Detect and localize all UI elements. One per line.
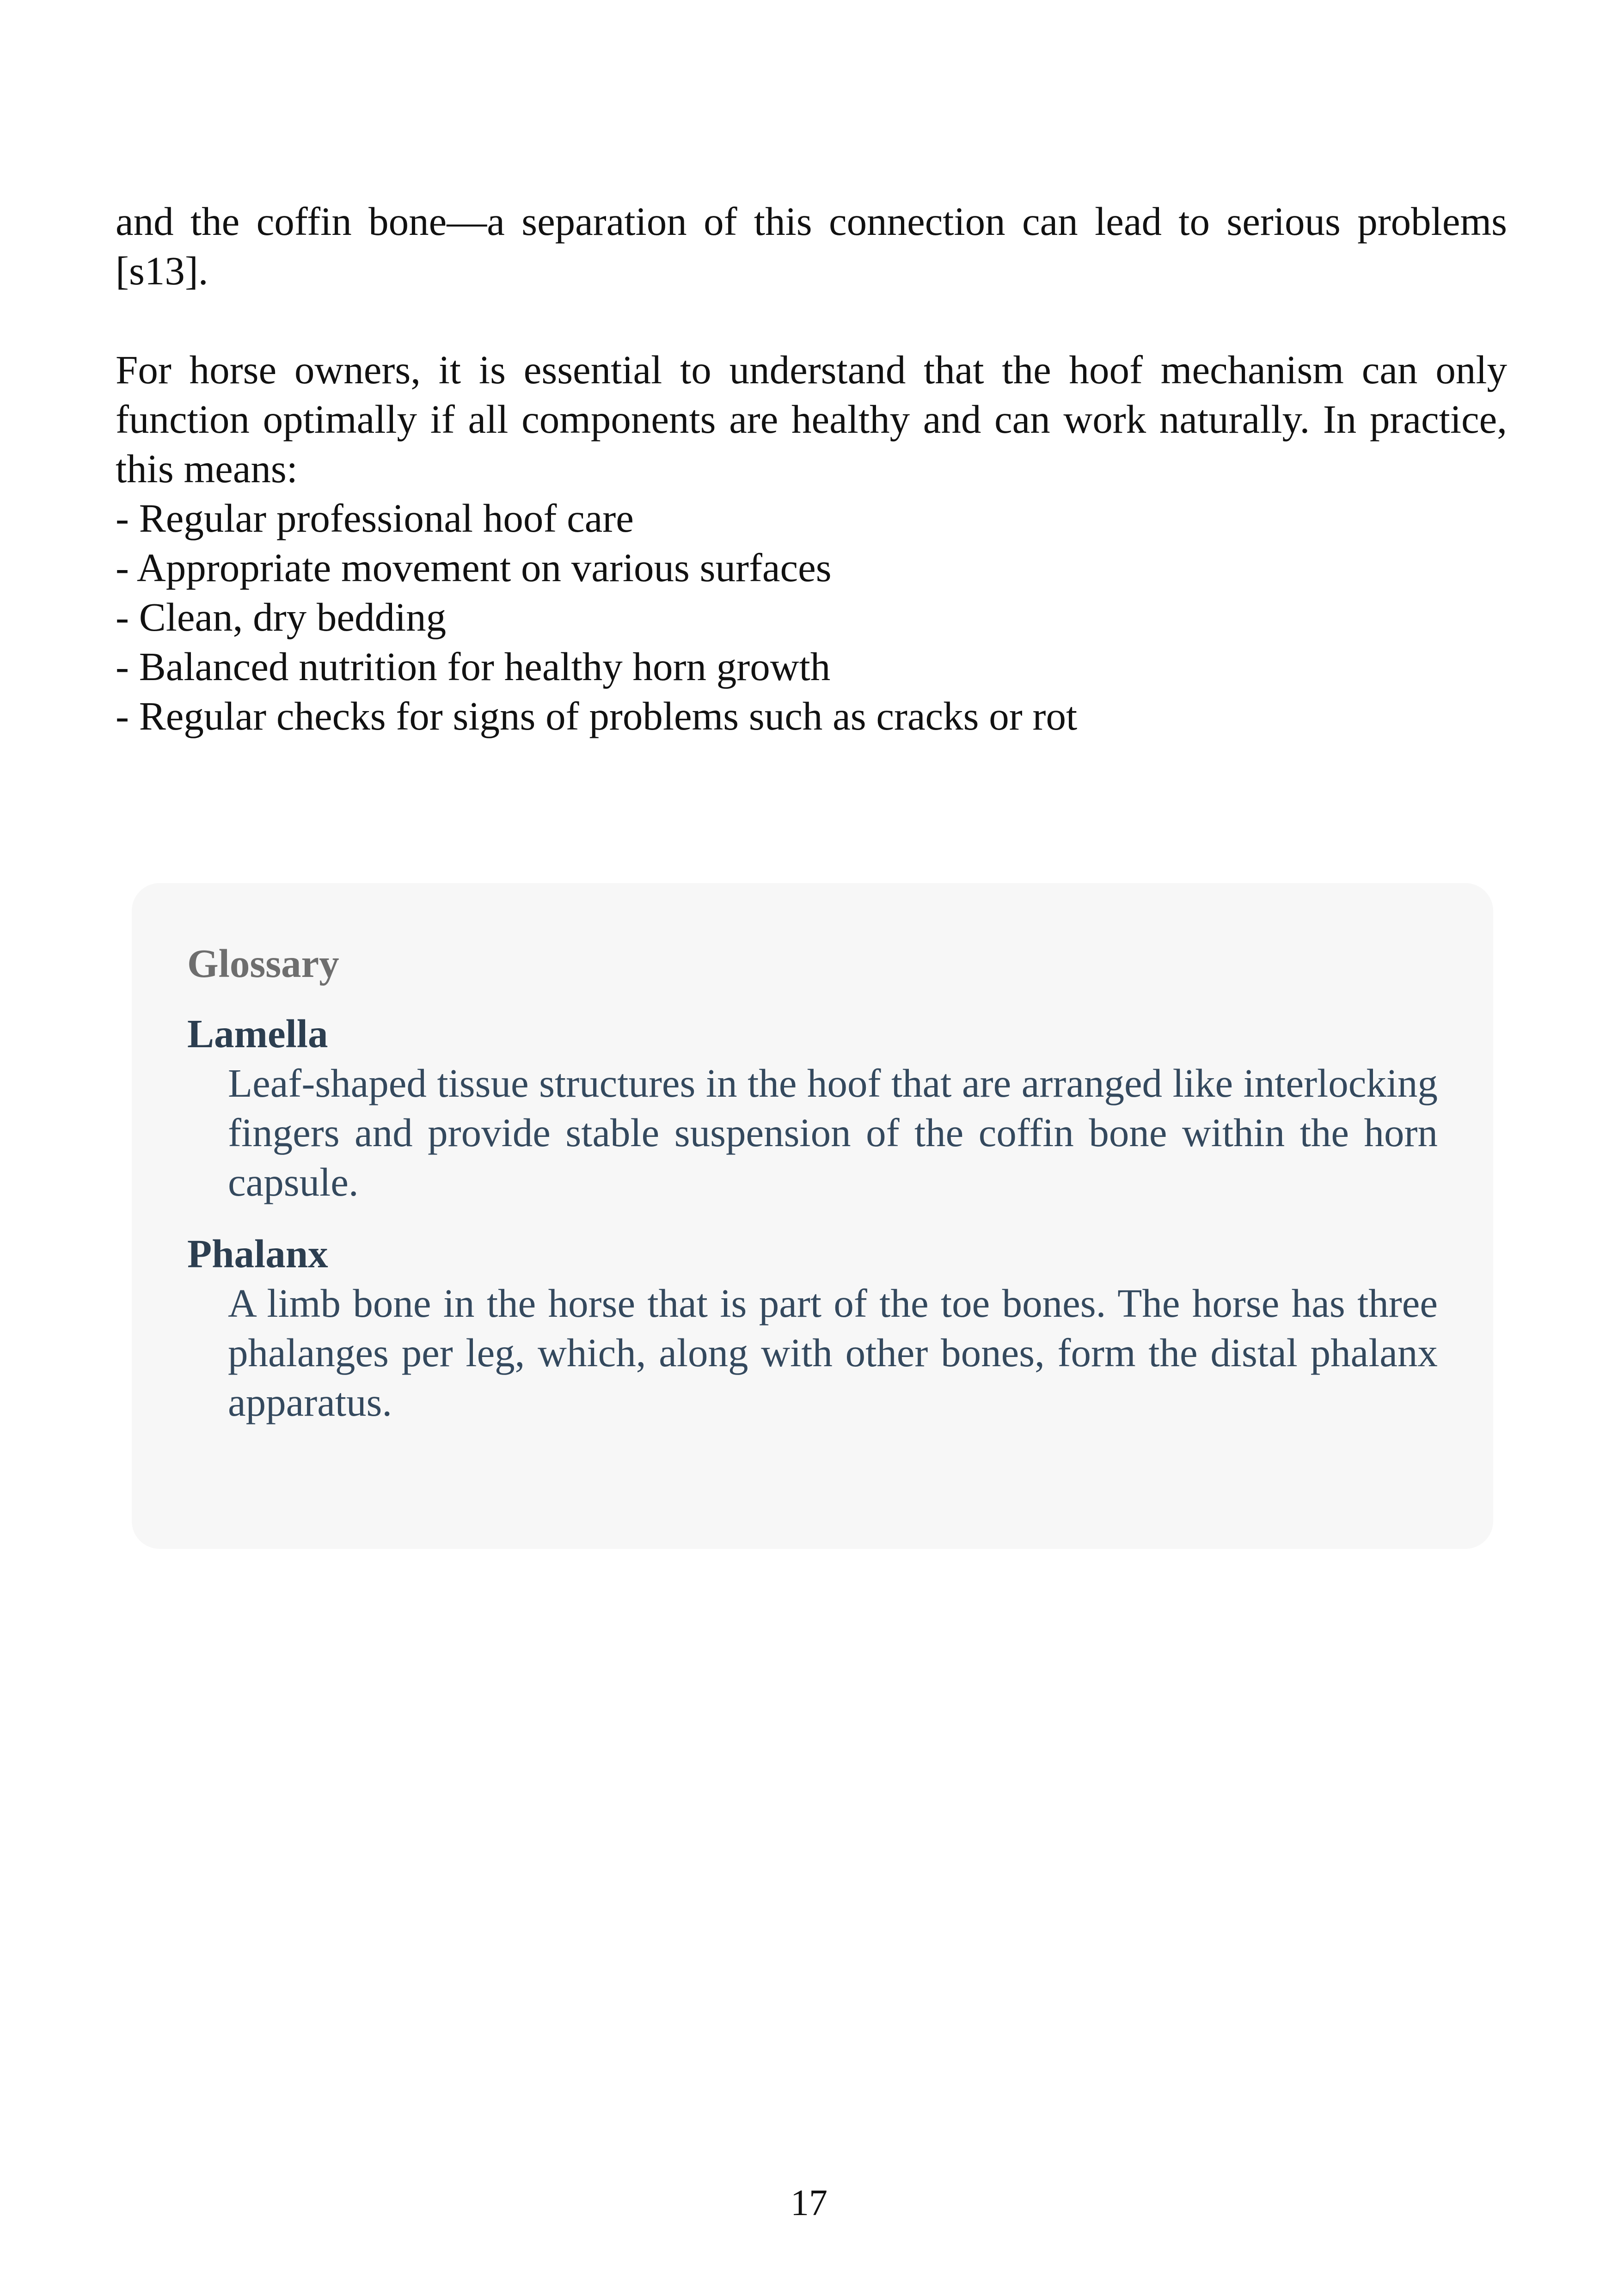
paragraph-spacer: [116, 295, 1507, 345]
list-item: - Appropriate movement on various surfaces: [116, 545, 832, 590]
glossary-term: Lamella: [187, 1011, 328, 1056]
glossary-term: Phalanx: [187, 1231, 328, 1276]
list-item: - Clean, dry bedding: [116, 595, 447, 639]
list-item: - Balanced nutrition for healthy horn growth: [116, 644, 831, 689]
care-checklist: [116, 493, 1507, 741]
page-number: 17: [791, 2183, 827, 2223]
glossary-box: [132, 883, 1493, 1549]
list-item: - Regular professional hoof care: [116, 496, 634, 540]
paragraph-horse-owners: For horse owners, it is essential to understand that the hoof mechanism can only function optimally if all components are healthy and can work naturally. In practice, this means:: [116, 347, 1507, 491]
paragraph-continuation: and the coffin bone—a separation of this connection can lead to serious problems [s13].: [116, 199, 1507, 293]
list-item: - Regular checks for signs of problems such as cracks or rot: [116, 694, 1078, 738]
glossary-entry-phalanx: [187, 1229, 1438, 1427]
glossary-definition: Leaf-shaped tissue structures in the hoof that are arranged like interlocking fingers and provide stable suspension of the coffin bone within the horn capsule.: [228, 1061, 1438, 1204]
glossary-entry-lamella: [187, 1009, 1438, 1207]
main-body-text: [116, 196, 1507, 741]
glossary-definition: A limb bone in the horse that is part of the toe bones. The horse has three phalanges per leg, which, along with other bones, form the distal phalanx apparatus.: [228, 1281, 1438, 1424]
glossary-title: Glossary: [187, 941, 339, 986]
